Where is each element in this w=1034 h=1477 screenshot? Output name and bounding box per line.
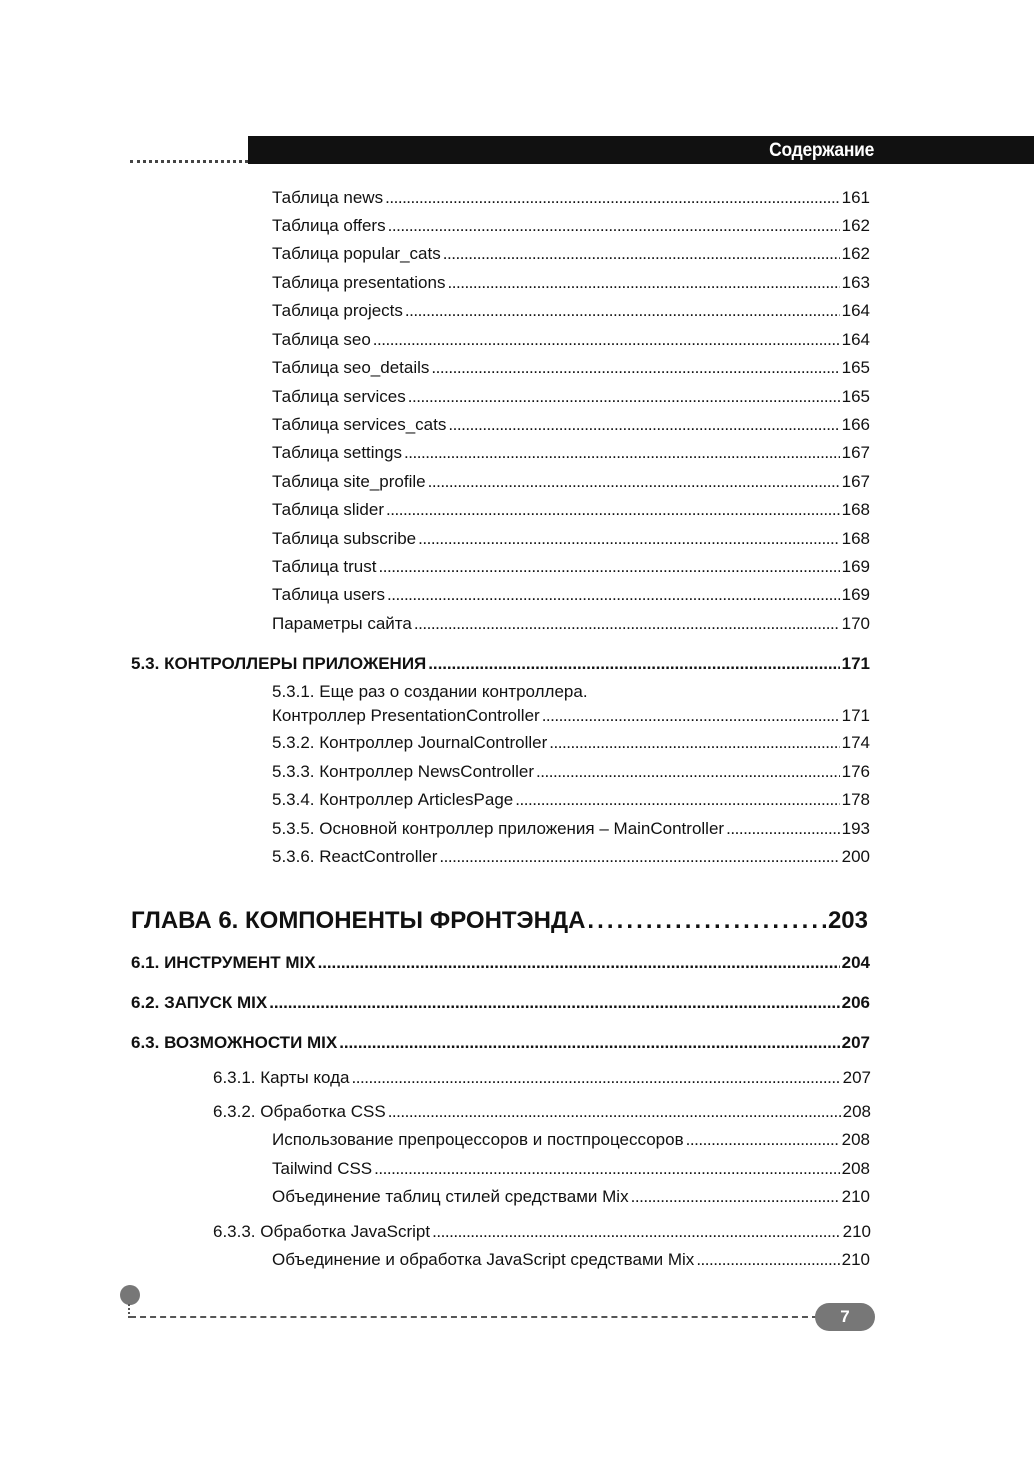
toc-chapter-6[interactable]: ГЛАВА 6. КОМПОНЕНТЫ ФРОНТЭНДА . . . 203 — [131, 905, 868, 935]
toc-entry[interactable]: Таблица trust . . . 169 — [272, 555, 870, 577]
toc-entry[interactable]: 6.3.1. Карты кода . . . 207 — [213, 1066, 871, 1088]
toc-entry-line1: 5.3.1. Еще раз о создании контроллера. — [272, 682, 588, 701]
toc-entry[interactable]: Объединение и обработка JavaScript средствами Mix . . . 210 — [272, 1248, 870, 1270]
toc-section-5-3[interactable]: 5.3. КОНТРОЛЛЕРЫ ПРИЛОЖЕНИЯ . . . 171 — [131, 652, 870, 674]
toc-entry[interactable]: Таблица settings . . . 167 — [272, 441, 870, 463]
toc-entry[interactable]: Таблица subscribe . . . 168 — [272, 527, 870, 549]
running-header-title: Содержание — [769, 140, 874, 161]
toc-entry[interactable]: Tailwind CSS . . . 208 — [272, 1157, 870, 1179]
toc-entry[interactable]: Параметры сайта . . . 170 — [272, 612, 870, 634]
toc-entry[interactable]: Таблица slider . . . 168 — [272, 498, 870, 520]
toc-entry[interactable]: Таблица news . . . 161 — [272, 186, 870, 208]
toc-entry-line2: Контроллер PresentationController . . . 171 — [272, 704, 870, 726]
toc-entry[interactable]: 5.3.6. ReactController . . . 200 — [272, 845, 870, 867]
toc-section-6-2[interactable]: 6.2. ЗАПУСК MIX . . . 206 — [131, 991, 870, 1013]
toc-entry[interactable]: Таблица seo . . . 164 — [272, 328, 870, 350]
toc-entry[interactable]: Таблица services . . . 165 — [272, 385, 870, 407]
toc-entry[interactable]: 6.3.2. Обработка CSS . . . 208 — [213, 1100, 871, 1122]
toc-entry[interactable]: 5.3.2. Контроллер JournalController . . . 174 — [272, 731, 870, 753]
toc-entry[interactable]: Использование препроцессоров и постпроцессоров . . . 208 — [272, 1128, 870, 1150]
toc-entry[interactable]: Таблица popular_cats . . . 162 — [272, 242, 870, 264]
toc-entry[interactable]: 5.3.5. Основной контроллер приложения – MainController . . . 193 — [272, 817, 870, 839]
page-number: 7 — [815, 1303, 875, 1331]
toc-entry[interactable]: Таблица site_profile . . . 167 — [272, 470, 870, 492]
toc-section-6-3[interactable]: 6.3. ВОЗМОЖНОСТИ MIX . . . 207 — [131, 1031, 870, 1053]
toc-entry[interactable]: 5.3.3. Контроллер NewsController . . . 176 — [272, 760, 870, 782]
toc-entry-5-3-1[interactable] — [272, 682, 870, 726]
toc-entry[interactable]: Таблица projects . . . 164 — [272, 299, 870, 321]
toc-entry[interactable]: Таблица users . . . 169 — [272, 583, 870, 605]
footer-dashed-rule — [130, 1316, 818, 1318]
toc-section-6-1[interactable]: 6.1. ИНСТРУМЕНТ MIX . . . 204 — [131, 951, 870, 973]
footer-dot-ornament — [120, 1285, 140, 1305]
toc-entry[interactable]: 5.3.4. Контроллер ArticlesPage . . . 178 — [272, 788, 870, 810]
toc-entry[interactable]: Объединение таблиц стилей средствами Mix . . . 210 — [272, 1185, 870, 1207]
toc-entry[interactable]: Таблица presentations . . . 163 — [272, 271, 870, 293]
toc-entry[interactable]: Таблица services_cats . . . 166 — [272, 413, 870, 435]
toc-entry[interactable]: Таблица seo_details . . . 165 — [272, 356, 870, 378]
toc-entry[interactable]: Таблица offers . . . 162 — [272, 214, 870, 236]
toc-entry[interactable]: 6.3.3. Обработка JavaScript . . . 210 — [213, 1220, 871, 1242]
